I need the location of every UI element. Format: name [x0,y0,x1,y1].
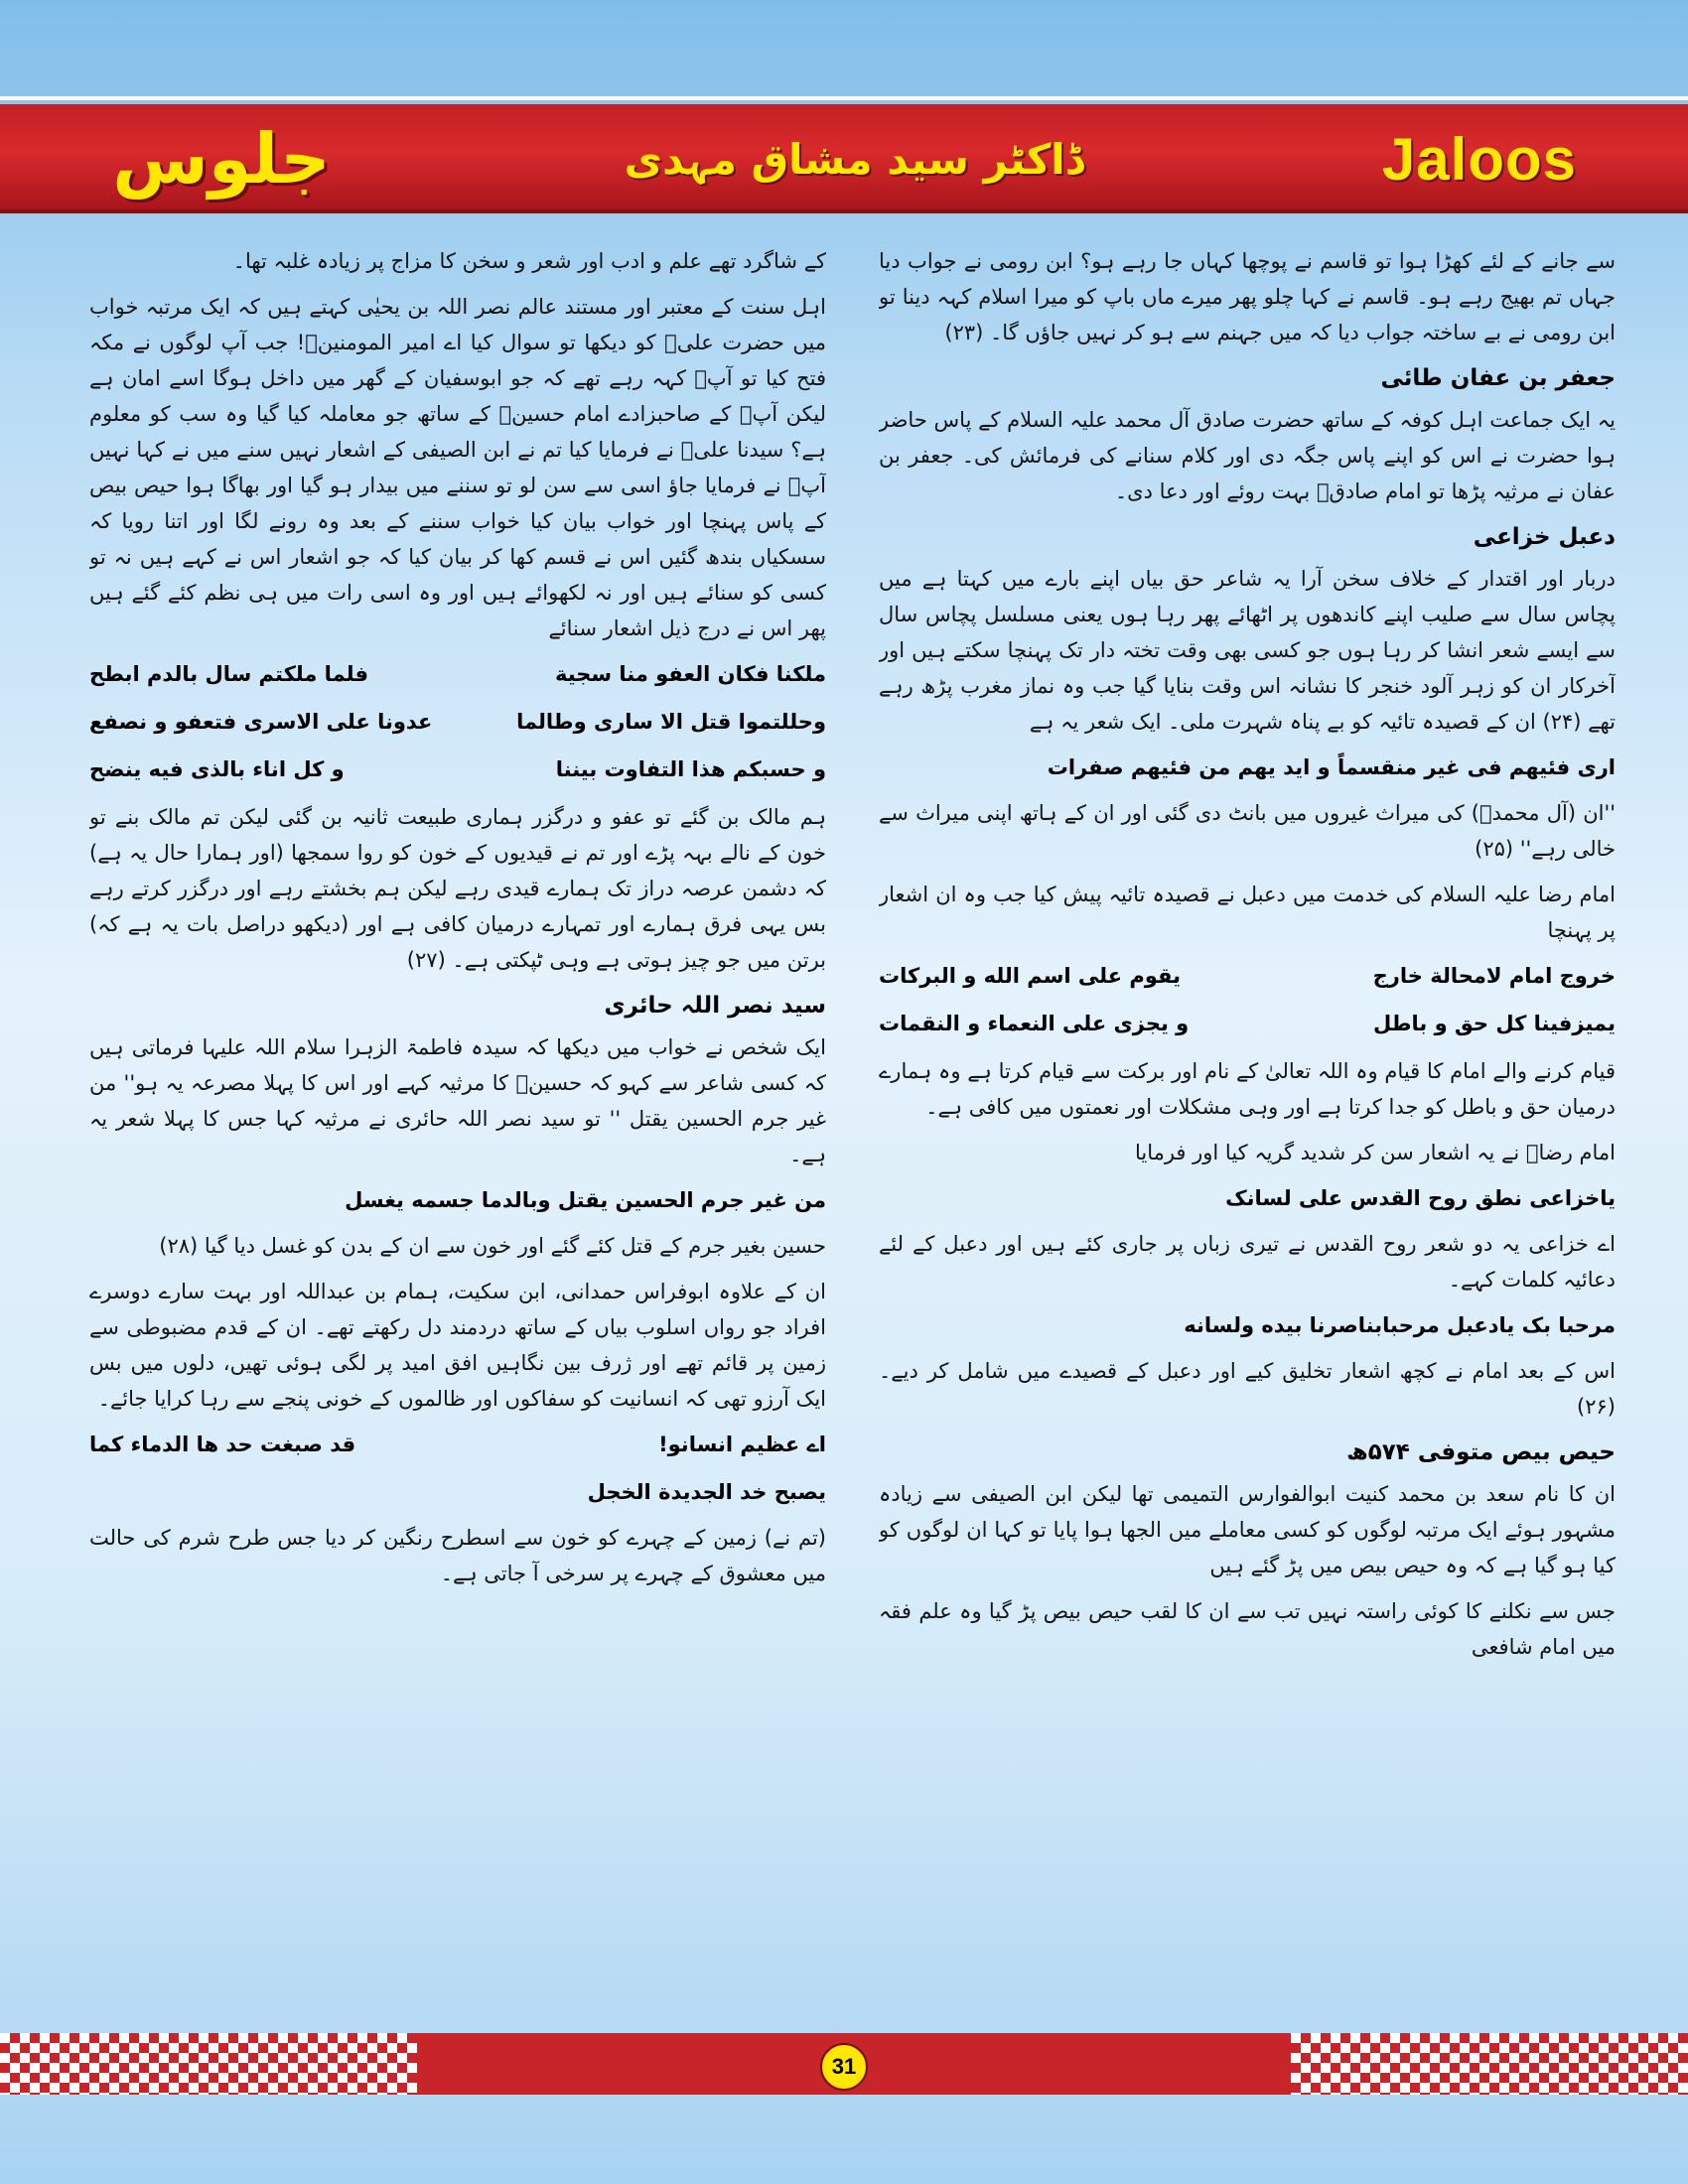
paragraph: قیام کرنے والے امام کا قیام وہ اللہ تعالیٰ کے نام اور برکت سے قیام کرتا ہے وہ ہمارے درمیان حق و باطل کو جدا کرتا ہے اور وہی مشکلات اور نعمتوں میں کافی ہے۔ [879,1059,1616,1119]
paragraph: (تم نے) زمین کے چہرے کو خون سے اسطرح رنگین کر دیا جس طرح شرم کی حالت میں معشوق کے چہرے پر سرخی آ جاتی ہے۔ [89,1526,826,1585]
paragraph: حسین بغیر جرم کے قتل کئے گئے اور خون سے ان کے بدن کو غسل دیا گیا (۲۸) [159,1234,826,1258]
paragraph: ان کا نام سعد بن محمد کنیت ابوالفوارس التمیمی تھا لیکن ابن الصیفی سے زیادہ مشہور ہوئے ایک مرتبہ لوگوں کو کسی معاملے میں الجھا ہوا پایا تو کہا ان لوگوں کو کیا ہو گیا ہے کہ وہ حیص بیص میں پڑ گئے ہیں [879,1482,1616,1577]
footer-checker-right [1291,2033,1688,2095]
verse-line: اری فئیھم فی غیر منقسماً و اید یھم من فئیھم صفرات [1047,755,1616,779]
verse-couplet [89,704,826,740]
masthead-title-urdu: جلوس [112,118,331,200]
paragraph: سے جانے کے لئے کھڑا ہوا تو قاسم نے پوچھا کہاں جا رہے ہو؟ ابن رومی نے جواب دیا جہاں تم بھیج رہے ہو۔ قاسم نے کہا چلو پھر میرے ماں باپ کو میرا اسلام کہہ دینا تو ابن رومی نے بے ساختہ جواب دیا کہ میں جہنم سے ہو کر نہیں جاؤں گا۔ (۲۳) [879,249,1616,344]
author-name: ڈاکٹر سید مشاق مہدی [624,135,1084,184]
paragraph: ایک شخص نے خواب میں دیکھا کہ سیدہ فاطمۃ الزہرا سلام اللہ علیہا فرماتی ہیں کہ کسی شاعر سے کہو کہ حسینؑ کا مرثیہ کہے اور اس کا پہلا مصرعہ یہ ہو'' من غیر جرم الحسین یقتل '' تو سید نصر اللہ حائری نے مرثیہ کہا جس کا پہلا شعر یہ ہے۔ [89,1035,826,1166]
verse-hemistich-first: ملکنا فکان العفو منا سجیة [554,662,826,686]
paragraph: جس سے نکلنے کا کوئی راستہ نہیں تب سے ان کا لقب حیص بیص پڑ گیا وہ علم فقہ میں امام شافعی [879,1599,1616,1659]
footer-checker-left [0,2033,417,2095]
verse-hemistich-second: فلما ملکتم سال بالدم ابطح [89,662,368,686]
verse-hemistich-first: یمیزفینا کل حق و باطل [1373,1012,1616,1035]
paragraph: ان کے علاوہ ابوفراس حمدانی، ابن سکیت، ہمام بن عبداللہ اور بہت سارے دوسرے افراد جو رواں اسلوب بیاں کے ساتھ دردمند دل رکھتے تھے۔ ان کے قدم مضبوطی سے زمین پر قائم تھے اور ژرف بین نگاہیں افق امید پر لگی ہوئی تھیں، دلوں میں بس ایک آرزو تھی کہ انسانیت کو سفاکوں اور ظالموں کے خونی پنجے سے رہا کرایا جائے۔ [89,1280,826,1411]
verse-hemistich-first: اے عظیم انسانو! [658,1433,826,1456]
masthead-title-latin: Jaloos [1381,126,1577,193]
paragraph: امام رضا علیہ السلام کی خدمت میں دعبل نے قصیدہ تائیہ پیش کیا جب وہ ان اشعار پر پہنچا [879,883,1616,942]
paragraph: ہم مالک بن گئے تو عفو و درگزر ہماری طبیعت ثانیہ بن گئی لیکن تم مالک بنے تو خون کے نالے بہہ پڑے اور تم نے قیدیوں کے خون کو روا سمجھا (اور ہمارا حال یہ ہے) کہ دشمن عرصہ دراز تک ہمارے قیدی رہے لیکن ہم بخشتے رہے اور درگزر کرتے رہے بس یہی فرق ہمارے اور تمہارے درمیان کافی ہے اور (دیکھو دراصل بات یہ ہے کہ) برتن میں جو چیز ہوتی ہے وہی ٹپکتی ہے۔ (۲۷) [89,805,826,972]
verse-line: یاخزاعی نطق روح القدس علی لسانک [1225,1186,1616,1210]
verse-couplet [879,1006,1616,1041]
paragraph: امام رضاؑ نے یہ اشعار سن کر شدید گریہ کیا اور فرمایا [1134,1141,1616,1164]
verse-hemistich-second: و یجزی علی النعماء و النقمات [879,1012,1190,1035]
verse-line: یصبح خد الجدیدة الخجل [587,1480,826,1504]
paragraph: ''ان (آل محمدؐ) کی میراث غیروں میں بانٹ دی گئی اور ان کے ہاتھ اپنی میراث سے خالی رہے'' (۲۵) [879,801,1616,861]
paragraph: اے خزاعی یہ دو شعر روح القدس نے تیری زباں پر جاری کئے ہیں اور دعبل کے لئے دعائیہ کلمات کہے۔ [879,1232,1616,1292]
verse-hemistich-second: و کل اناء بالذی فیه ینضح [89,757,345,781]
paragraph: اہل سنت کے معتبر اور مستند عالم نصر اللہ بن یحیٰی کہتے ہیں کہ ایک مرتبہ خواب میں حضرت علیؑ کو دیکھا تو سوال کیا اے امیر المومنینؑ! جب آپ لوگوں نے مکہ فتح کیا تو آپؑ کہہ رہے تھے کہ جو ابوسفیان کے گھر میں داخل ہوگا اسے امان ہے لیکن آپؑ کے صاحبزادے امام حسینؑ کے ساتھ جو معاملہ کیا گیا وہ سب کو معلوم ہے؟ سیدنا علیؑ نے فرمایا کیا تم نے ابن الصیفی کے اشعار نہیں سنے میں نے کہا نہیں آپؑ نے فرمایا جاؤ اسی سے سن لو تو سننے میں بیدار ہو گیا اور بھاگا ہوا حیص بیص کے پاس پہنچا اور خواب بیان کیا خواب سننے کے بعد وہ رونے لگا اور اتنا رویا کہ سسکیاں بندھ گئیں اس نے قسم کھا کر بیان کیا کہ جو اشعار اس نے کہے ہیں نہ تو کسی کو سنائے ہیں اور نہ لکھوائے ہیں اور وہ اسی رات میں ہی نظم کئے گئے ہیں پھر اس نے درج ذیل اشعار سنائے [89,295,826,640]
paragraph: کے شاگرد تھے علم و ادب اور شعر و سخن کا مزاج پر زیادہ غلبہ تھا۔ [232,249,826,273]
verse-couplet [89,751,826,787]
verse-couplet [89,656,826,692]
article-column-left [89,243,826,2010]
section-heading: سید نصر اللہ حائری [604,993,826,1019]
paragraph: دربار اور اقتدار کے خلاف سخن آرا یہ شاعر حق بیاں اپنے بارے میں کہتا ہے میں پچاس سال سے صلیب اپنے کاندھوں پر اٹھائے پھر رہا ہوں یعنی مسلسل پچاس سال سے ایسے شعر انشا کر رہا ہوں جو کسی بھی وقت تختہ دار تک پہنچا سکتے ہیں اور آخرکار ان کو زہر آلود خنجر کا نشانہ اس وقت بنایا گیا جب وہ نماز مغرب پڑھ رہے تھے (۲۴) ان کے قصیدہ تائیہ کو بے پناہ شہرت ملی۔ ایک شعر یہ ہے [879,567,1616,734]
paragraph: یہ ایک جماعت اہل کوفہ کے ساتھ حضرت صادق آل محمد علیہ السلام کے پاس حاضر ہوا حضرت نے اس کو اپنے پاس جگہ دی اور کلام سنانے کی فرمائش کی۔ جعفر بن عفان نے مرثیہ پڑھا تو امام صادقؑ بہت روئے اور دعا دی۔ [879,408,1616,503]
verse-hemistich-first: خروج امام لامحالة خارج [1372,964,1616,988]
section-heading: جعفر بن عفان طائی [1380,365,1616,391]
verse-hemistich-second: یقوم علی اسم الله و البرکات [879,964,1181,988]
verse-line: من غیر جرم الحسین یقتل وبالدما جسمه یغسل [345,1188,826,1212]
verse-line: مرحبا بک یادعبل مرحبابناصرنا بیده ولسانه [1184,1313,1616,1337]
masthead-top-stripe [0,96,1688,100]
section-heading: حیص بیص متوفی ۵۷۴ھ [1346,1439,1616,1465]
section-heading: دعبل خزاعی [1473,524,1616,550]
verse-hemistich-second: عدونا علی الاسری فتعفو و نصفع [89,710,433,734]
verse-couplet [89,1427,826,1462]
verse-hemistich-first: و حسبکم هذا التفاوت بیننا [555,757,826,781]
article-column-right [879,243,1616,2010]
page-number: 31 [820,2043,868,2091]
verse-hemistich-second: قد صبغت حد ھا الدماء کما [89,1433,356,1456]
paragraph: اس کے بعد امام نے کچھ اشعار تخلیق کیے اور دعبل کے قصیدے میں شامل کر دیے۔ (۲۶) [879,1359,1616,1419]
verse-hemistich-first: وحللتموا قتل الا ساری وطالما [516,710,826,734]
verse-couplet [879,958,1616,994]
